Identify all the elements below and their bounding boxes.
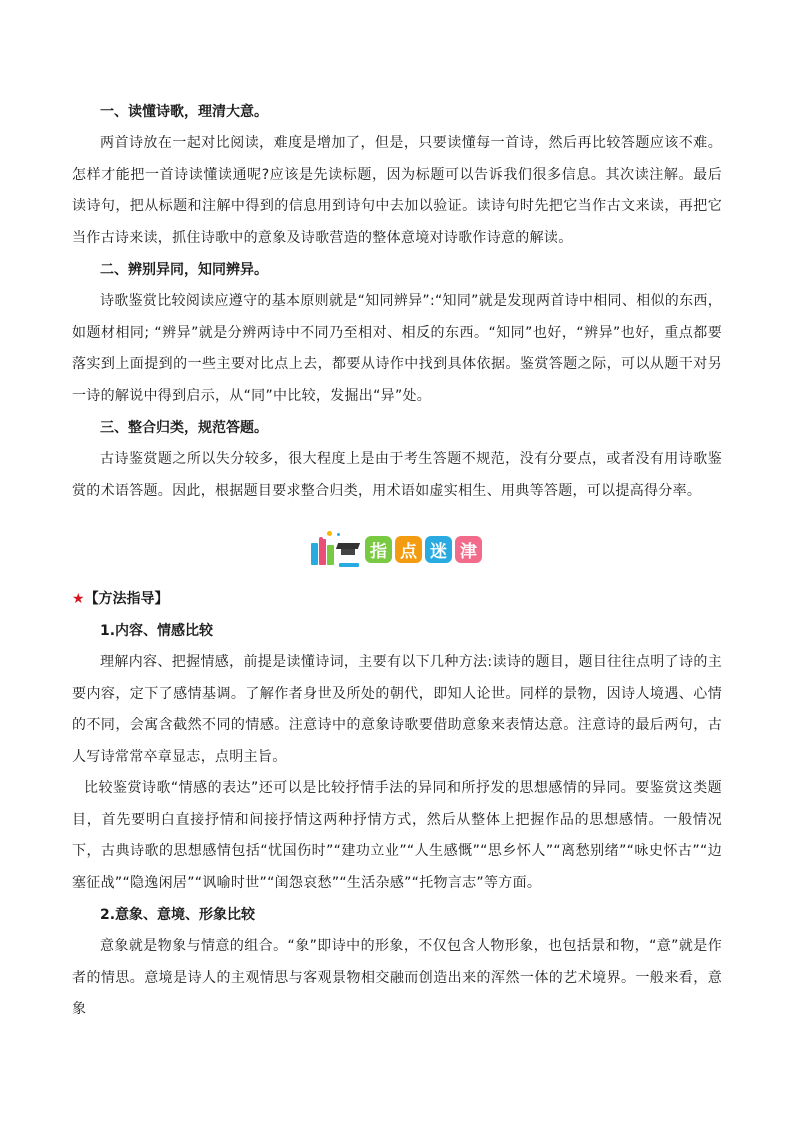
paragraph: 古诗鉴赏题之所以失分较多，很大程度上是由于考生答题不规范，没有分要点，或者没有用诗歌鉴赏的术语答题。因此，根据题目要求整合归类，用术语如虚实相生、用典等答题，可以提高得分率。 [72, 451, 722, 499]
method-guide-title: 【方法指导】 [84, 591, 169, 607]
subsection-heading: 1.内容、情感比较 [100, 623, 214, 639]
section-3 [72, 412, 722, 507]
paragraph: 比较鉴赏诗歌“情感的表达”还可以是比较抒情手法的异同和所抒发的思想感情的异同。要鉴赏这类题目，首先要明白直接抒情和间接抒情这两种抒情方式，然后从整体上把握作品的思想感情。一般情况下，古典诗歌的思想感情包括“忧国伤时”“建功立业”“人生感慨”“思乡怀人”“离愁别绪”“咏史怀古”“边塞征战”“隐逸闲居”“讽喻时世”“闺怨哀愁”“生活杂感”“托物言志”等方面。 [72, 780, 722, 891]
paragraph: 理解内容、把握情感，前提是读懂诗词，主要有以下几种方法:读诗的题目，题目往往点明了诗的主要内容，定下了感情基调。了解作者身世及所处的朝代，即知人论世。同样的景物，因诗人境遇、心情的不同，会寓含截然不同的情感。注意诗中的意象诗歌要借助意象来表情达意。注意诗的最后两句，古人写诗常常卒章显志，点明主旨。 [72, 654, 722, 765]
banner-tile: 迷 [425, 536, 452, 563]
section-heading: 二、辨别异同，知同辨异。 [100, 262, 268, 278]
section-1 [72, 96, 722, 254]
subsection-1 [72, 615, 722, 899]
subsection-heading: 2.意象、意境、形象比较 [100, 907, 256, 923]
tips-banner [72, 529, 722, 569]
books-and-graduation-cap-icon [309, 529, 361, 569]
section-heading: 一、读懂诗歌，理清大意。 [100, 104, 268, 120]
subsection-2 [72, 899, 722, 1026]
banner-tile: 指 [365, 536, 392, 563]
paragraph: 意象就是物象与情意的组合。“象”即诗中的形象，不仅包含人物形象，也包括景和物，“意”就是作者的情思。意境是诗人的主观情思与客观景物相交融而创造出来的浑然一体的艺术境界。一般来看，意象 [72, 938, 722, 1017]
banner-tile: 津 [455, 536, 482, 563]
banner-tile: 点 [395, 536, 422, 563]
paragraph: 诗歌鉴赏比较阅读应遵守的基本原则就是“知同辨异”:“知同”就是发现两首诗中相同、相似的东西，如题材相同; “辨异”就是分辨两诗中不同乃至相对、相反的东西。“知同”也好，“辨异”也好，重点都要落实到上面提到的一些主要对比点上去，都要从诗作中找到具体依据。鉴赏答题之际，可以从题干对另一诗的解说中得到启示，从“同”中比较，发掘出“异”处。 [72, 293, 722, 404]
star-icon: ★ [72, 591, 85, 607]
paragraph: 两首诗放在一起对比阅读，难度是增加了，但是，只要读懂每一首诗，然后再比较答题应该不难。怎样才能把一首诗读懂读通呢?应该是先读标题，因为标题可以告诉我们很多信息。其次读注解。最后读诗句，把从标题和注解中得到的信息用到诗句中去加以验证。读诗句时先把它当作古文来读，再把它当作古诗来读，抓住诗歌中的意象及诗歌营造的整体意境对诗歌作诗意的解读。 [72, 135, 722, 246]
method-guide-heading [72, 583, 722, 615]
section-heading: 三、整合归类，规范答题。 [100, 420, 268, 436]
document-page [72, 96, 722, 1026]
section-2 [72, 254, 722, 412]
